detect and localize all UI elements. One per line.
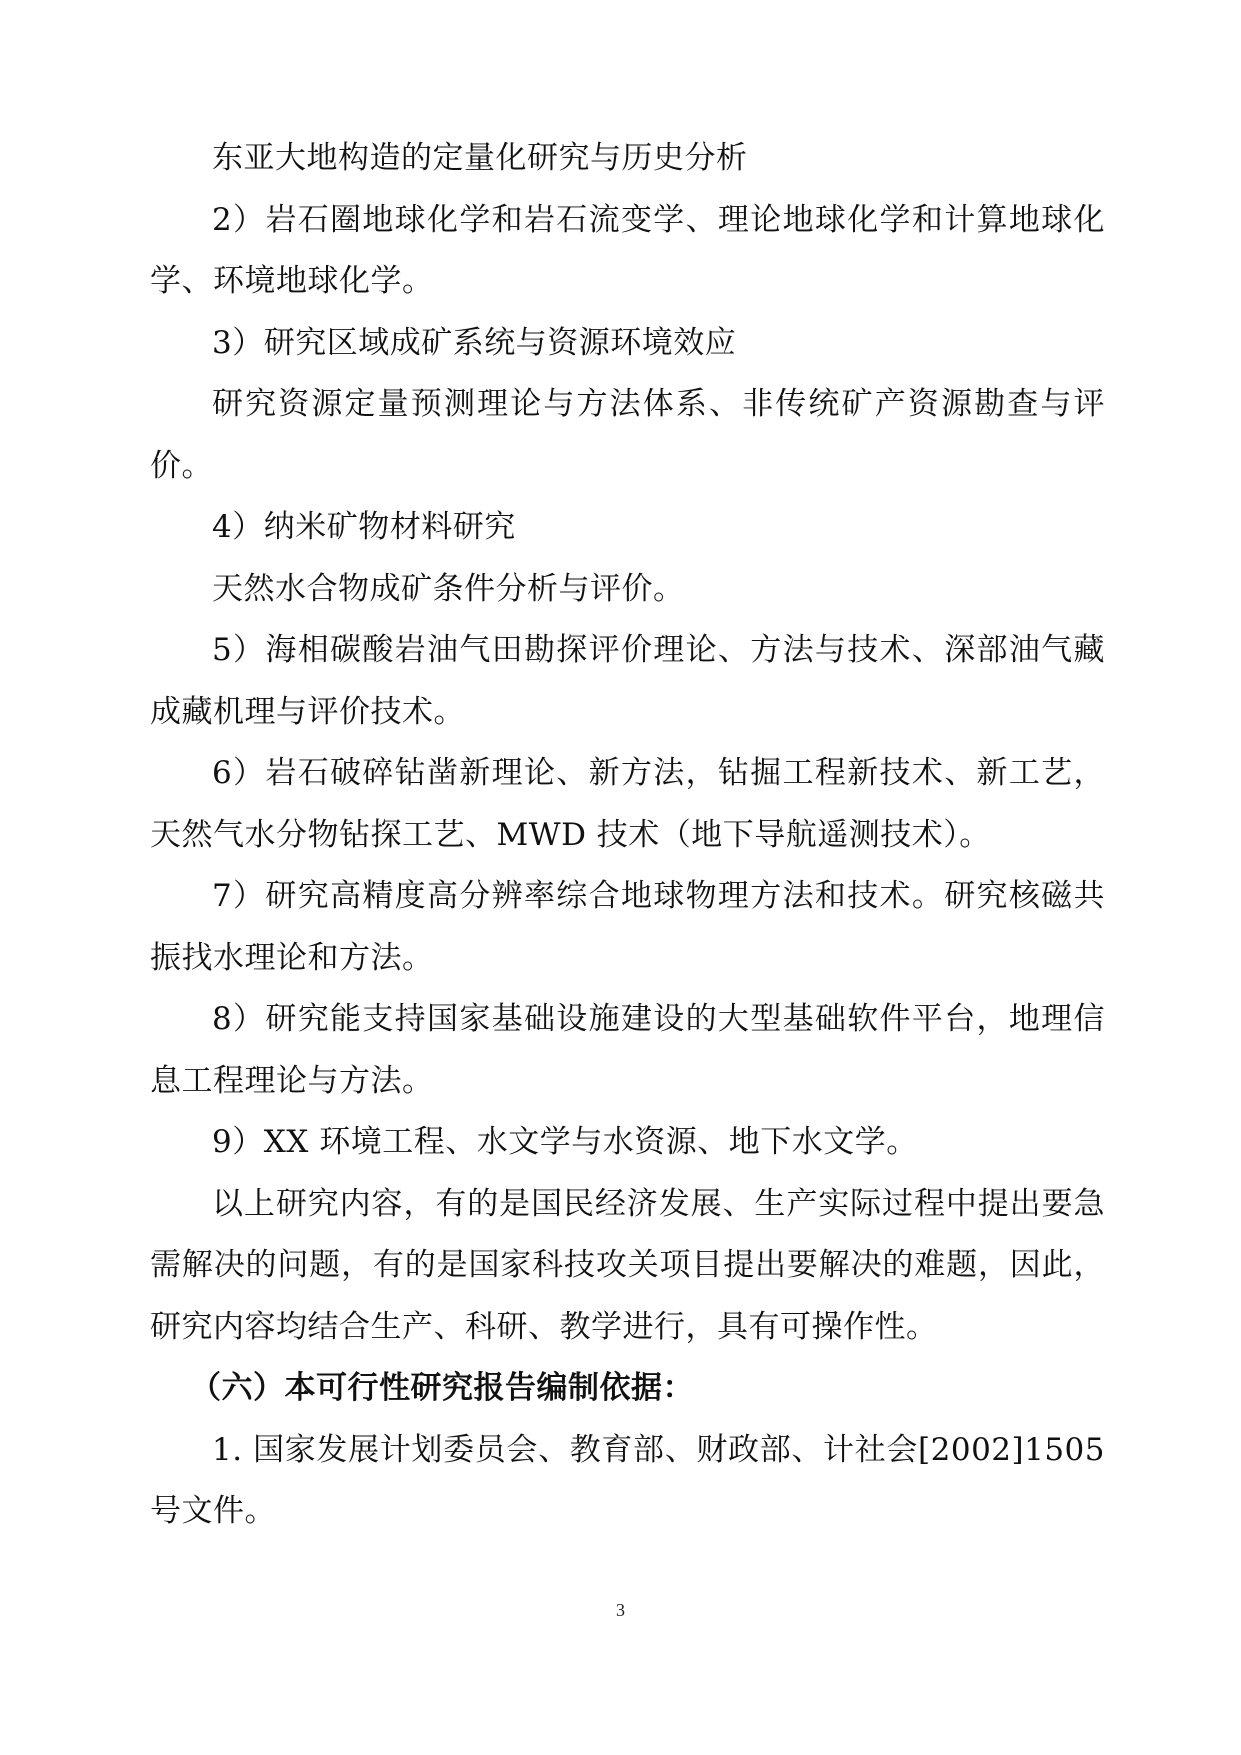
paragraph: 以上研究内容，有的是国民经济发展、生产实际过程中提出要急需解决的问题，有的是国家科技攻关项目提出要解决的难题，因此，研究内容均结合生产、科研、教学进行，具有可操作性。: [150, 1185, 1105, 1345]
page-number: 3: [616, 1600, 625, 1620]
paragraph: 6）岩石破碎钻凿新理论、新方法，钻掘工程新技术、新工艺，天然气水分物钻探工艺、MWD 技术（地下导航遥测技术）。: [150, 755, 1105, 853]
paragraph: 研究资源定量预测理论与方法体系、非传统矿产资源勘查与评价。: [150, 386, 1105, 484]
paragraph: 2）岩石圈地球化学和岩石流变学、理论地球化学和计算地球化学、环境地球化学。: [150, 201, 1105, 299]
paragraph: 8）研究能支持国家基础设施建设的大型基础软件平台，地理信息工程理论与方法。: [150, 1001, 1105, 1099]
section-heading: （六）本可行性研究报告编制依据：: [190, 1370, 694, 1406]
paragraph: 5）海相碳酸岩油气田勘探评价理论、方法与技术、深部油气藏成藏机理与评价技术。: [150, 632, 1105, 730]
basis-paragraph: 1. 国家发展计划委员会、教育部、财政部、计社会[2002]1505号文件。: [150, 1431, 1105, 1529]
paragraph: 天然水合物成矿条件分析与评价。: [212, 570, 685, 607]
paragraph: 4）纳米矿物材料研究: [212, 509, 516, 545]
paragraph: 7）研究高精度高分辨率综合地球物理方法和技术。研究核磁共振找水理论和方法。: [150, 878, 1105, 976]
document-page: [150, 128, 1105, 1543]
paragraph: 3）研究区域成矿系统与资源环境效应: [212, 324, 737, 361]
paragraph: 9）XX 环境工程、水文学与水资源、地下水文学。: [212, 1124, 918, 1160]
paragraph: 东亚大地构造的定量化研究与历史分析: [212, 140, 748, 176]
